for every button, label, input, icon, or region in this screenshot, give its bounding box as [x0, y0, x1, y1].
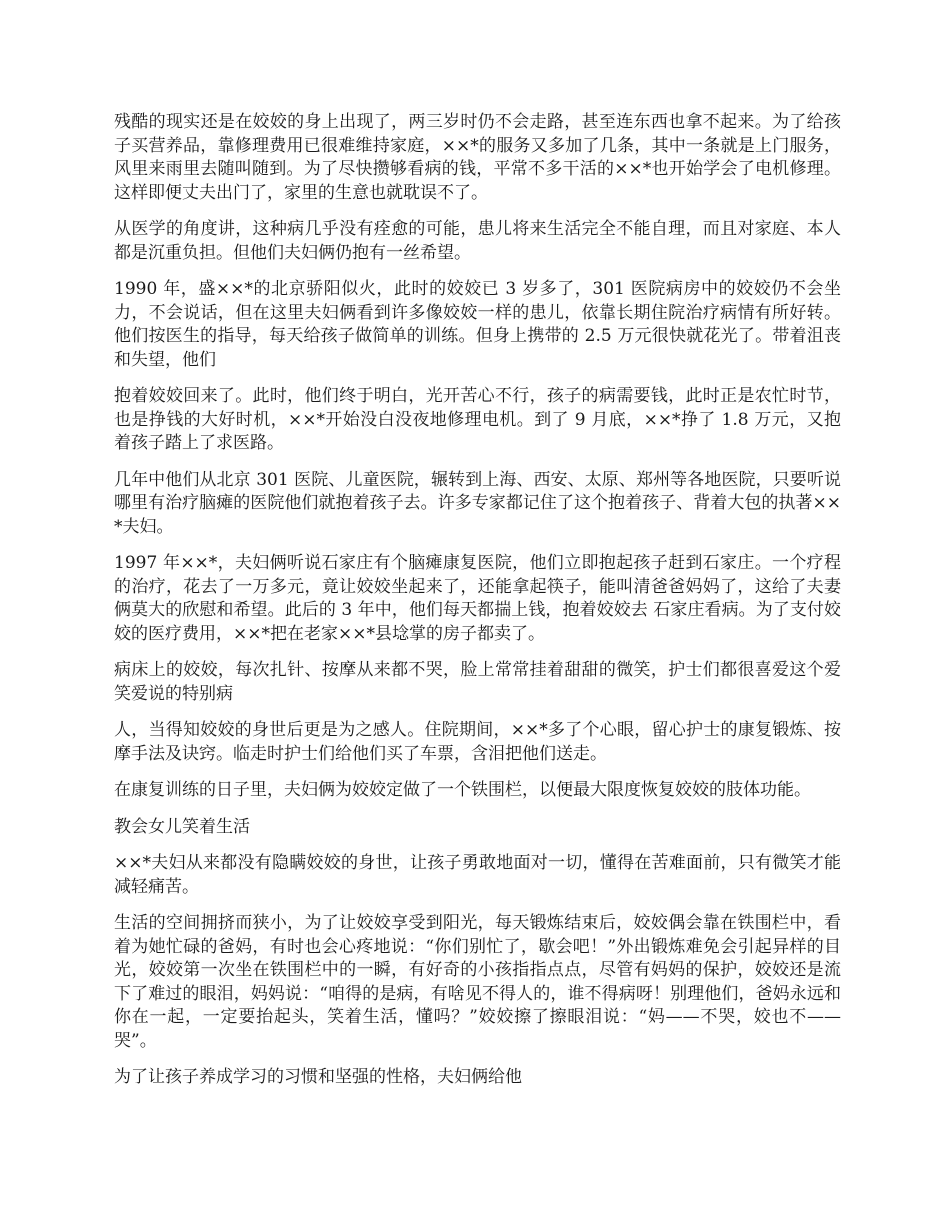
- paragraph: 抱着姣姣回来了。此时，他们终于明白，光开苦心不行，孩子的病需要钱，此时正是农忙时节，也是挣钱的大好时机，××*开始没白没夜地修理电机。到了 9 月底，××*挣了 1.8 万元，又抱着孩子踏上了求医路。: [114, 386, 841, 453]
- paragraph: 病床上的姣姣，每次扎针、按摩从来都不哭，脸上常常挂着甜甜的微笑，护士们都很喜爱这个爱笑爱说的特别病: [114, 660, 841, 704]
- paragraph: 从医学的角度讲，这种病几乎没有痊愈的可能，患儿将来生活完全不能自理，而且对家庭、本人都是沉重负担。但他们夫妇俩仍抱有一丝希望。: [114, 219, 841, 263]
- paragraph: 在康复训练的日子里，夫妇俩为姣姣定做了一个铁围栏，以便最大限度恢复姣姣的肢体功能。: [114, 780, 811, 800]
- section-heading: 教会女儿笑着生活: [114, 816, 250, 837]
- paragraph: 1990 年，盛××*的北京骄阳似火，此时的姣姣已 3 岁多了，301 医院病房中的姣姣仍不会坐力，不会说话，但在这里夫妇俩看到许多像姣姣一样的患儿，依靠长期住院治疗病情有所好转。他们按医生的指导，每天给孩子做简单的训练。但身上携带的 2.5 万元很快就花光了。带着沮丧和失望，他们: [114, 279, 841, 370]
- paragraph: 生活的空间拥挤而狭小，为了让姣姣享受到阳光，每天锻炼结束后，姣姣偶会靠在铁围栏中，看着为她忙碌的爸妈，有时也会心疼地说：“你们别忙了，歇会吧！”外出锻炼难免会引起异样的目光，姣姣第一次坐在铁围栏中的一瞬，有好奇的小孩指指点点，尽管有妈妈的保护，姣姣还是流下了难过的眼泪，妈妈说：“咱得的是病，有啥见不得人的，谁不得病呀！别理他们，爸妈永远和你在一起，一定要抬起头，笑着生活，懂吗？”姣姣擦了擦眼泪说：“妈——不哭，姣也不——哭”。: [114, 913, 841, 1051]
- paragraph: ××*夫妇从来都没有隐瞒姣姣的身世，让孩子勇敢地面对一切，懂得在苦难面前，只有微笑才能减轻痛苦。: [114, 853, 841, 897]
- paragraph: 为了让孩子养成学习的习惯和坚强的性格，夫妇俩给他: [114, 1067, 522, 1087]
- paragraph: 1997 年××*，夫妇俩听说石家庄有个脑瘫康复医院，他们立即抱起孩子赶到石家庄。一个疗程的治疗，花去了一万多元，竟让姣姣坐起来了，还能拿起筷子，能叫清爸爸妈妈了，这给了夫妻俩莫大的欣慰和希望。此后的 3 年中，他们每天都揣上钱，抱着姣姣去 石家庄看病。为了支付姣姣的医疗费用，××*把在老家××*县埝掌的房子都卖了。: [114, 553, 841, 644]
- paragraph: 几年中他们从北京 301 医院、儿童医院，辗转到上海、西安、太原、郑州等各地医院，只要听说哪里有治疗脑瘫的医院他们就抱着孩子去。许多专家都记住了这个抱着孩子、背着大包的执著××*夫妇。: [114, 469, 841, 537]
- document-body: [114, 111, 841, 1103]
- paragraph: 人，当得知姣姣的身世后更是为之感人。住院期间，××*多了个心眼，留心护士的康复锻炼、按摩手法及诀窍。临走时护士们给他们买了车票，含泪把他们送走。: [114, 720, 841, 764]
- paragraph: 残酷的现实还是在姣姣的身上出现了，两三岁时仍不会走路，甚至连东西也拿不起来。为了给孩子买营养品，靠修理费用已很难维持家庭，××*的服务又多加了几条，其中一条就是上门服务，风里来雨里去随叫随到。为了尽快攒够看病的钱，平常不多干活的××*也开始学会了电机修理。这样即便丈夫出门了，家里的生意也就耽误不了。: [114, 112, 841, 203]
